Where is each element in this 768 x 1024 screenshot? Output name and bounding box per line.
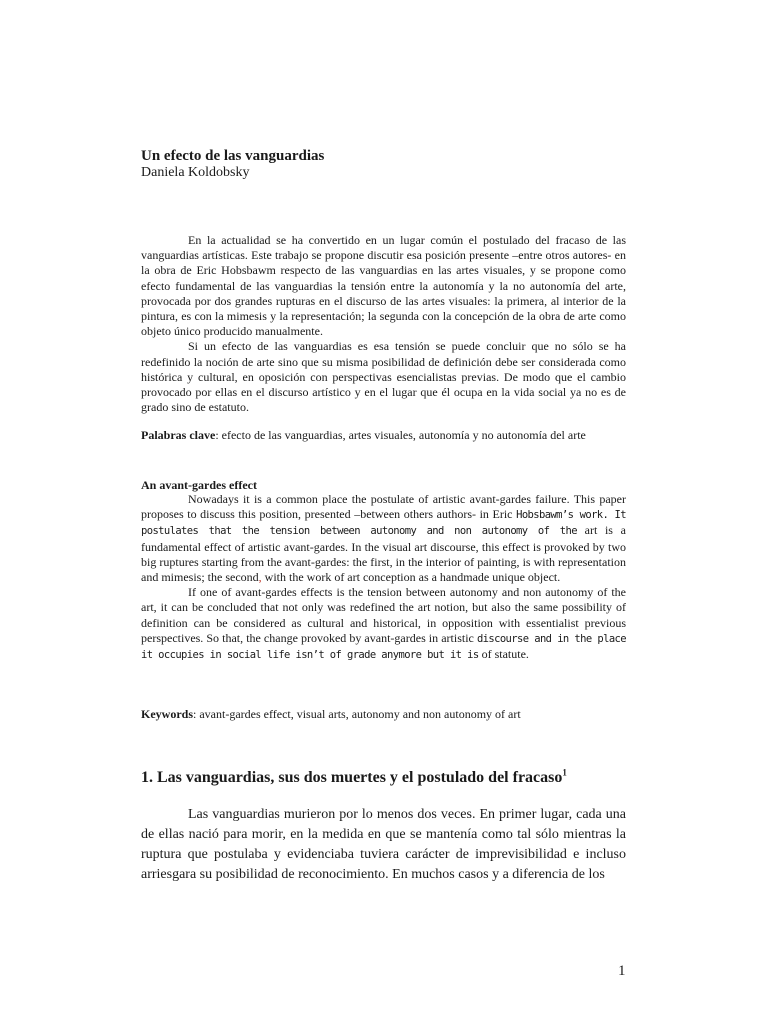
en-p2-part-b: discourse and in the place it occupies in social life isn’t of grade anymore but it is bbox=[141, 632, 626, 662]
en-p1-part-c: art is a fundamental effect of artistic avant-gardes. In the visual art discourse, this effect is provoked by two big ruptures starting from the avant-gardes: the first, in the interior of painting, is with representation and mimesis; the second bbox=[141, 523, 626, 585]
paper-author: Daniela Koldobsky bbox=[141, 165, 250, 180]
page-number: 1 bbox=[618, 963, 626, 979]
en-p1-comma: , bbox=[258, 570, 262, 585]
en-p1-part-b: Hobsbawm’s work. It postulates that the tension between autonomy and non autonomy of the bbox=[141, 509, 626, 538]
footnote-marker: 1 bbox=[562, 767, 567, 778]
en-p2-part-c: of statute. bbox=[478, 647, 529, 662]
section-paragraph-1: Las vanguardias murieron por lo menos dos veces. En primer lugar, cada una de ellas nació para morir, en la medida en que se mantenía como tal sólo mientras la ruptura que postulaba y evidenciaba tuviera carácter de imprevisibilidad e incluso arriesgara su posibilidad de reconocimiento. En muchos casos y a diferencia de los bbox=[141, 807, 626, 882]
en-p1-part-d: with the work of art conception as a handmade unique object. bbox=[261, 570, 561, 585]
en-p1-part-a: Nowadays it is a common place the postulate of artistic avant-gardes failure. This paper proposes to discuss this position, presented –between others authors- in Eric bbox=[141, 492, 626, 522]
abstract-en-paragraph-1 bbox=[141, 492, 626, 585]
abstract-es-paragraph-1: En la actualidad se ha convertido en un lugar común el postulado del fracaso de las vanguardias artísticas. Este trabajo se propone discutir esa posición presente –entre otros autores- en la obra de Eric Hobsbawm respecto de las vanguardias en las artes visuales, y se propone como efecto fundamental de las vanguardias la tensión entre la autonomía y la no autonomía del arte, provocada por dos grandes rupturas en el discurso de las artes visuales: la primera, al interior de la pintura, es con la mimesis y la representación; la segunda con la concepción de la obra de arte como objeto único producido manualmente. bbox=[141, 233, 626, 339]
keywords-es-text: : efecto de las vanguardias, artes visuales, autonomía y no autonomía del arte bbox=[215, 428, 586, 442]
abstract-en-paragraph-2 bbox=[141, 585, 626, 663]
abstract-spanish bbox=[141, 233, 626, 415]
section-body bbox=[141, 805, 626, 885]
keywords-spanish bbox=[141, 428, 626, 443]
keywords-es-label: Palabras clave bbox=[141, 428, 216, 442]
section-heading bbox=[141, 769, 626, 787]
en-p2-part-a: If one of avant-gardes effects is the tension between autonomy and non autonomy of the art, it can be concluded that not only was redefined the art notion, but also the same possibility of definition can be considered as cultural and historical, in opposition with essentialist previous perspectives. So that, the change provoked by avant-gardes in artistic bbox=[141, 585, 626, 645]
keywords-english bbox=[141, 707, 626, 722]
section-title: 1. Las vanguardias, sus dos muertes y el postulado del fracaso bbox=[141, 769, 563, 786]
keywords-en-text: : avant-gardes effect, visual arts, autonomy and non autonomy of art bbox=[193, 707, 521, 721]
paper-title: Un efecto de las vanguardias bbox=[141, 148, 325, 164]
keywords-en-label: Keywords bbox=[141, 707, 193, 721]
abstract-es-paragraph-2: Si un efecto de las vanguardias es esa tensión se puede concluir que no sólo se ha redefinido la noción de arte sino que su misma posibilidad de definición debe ser considerada como histórica y cultural, en oposición con perspectivas esencialistas previas. De modo que el cambio provocado por ellas en el discurso artístico y en el lugar que él ocupa en la vida social ya no es de grado sino de estatuto. bbox=[141, 339, 626, 415]
abstract-english bbox=[141, 492, 626, 663]
abstract-english-title: An avant-gardes effect bbox=[141, 478, 257, 492]
